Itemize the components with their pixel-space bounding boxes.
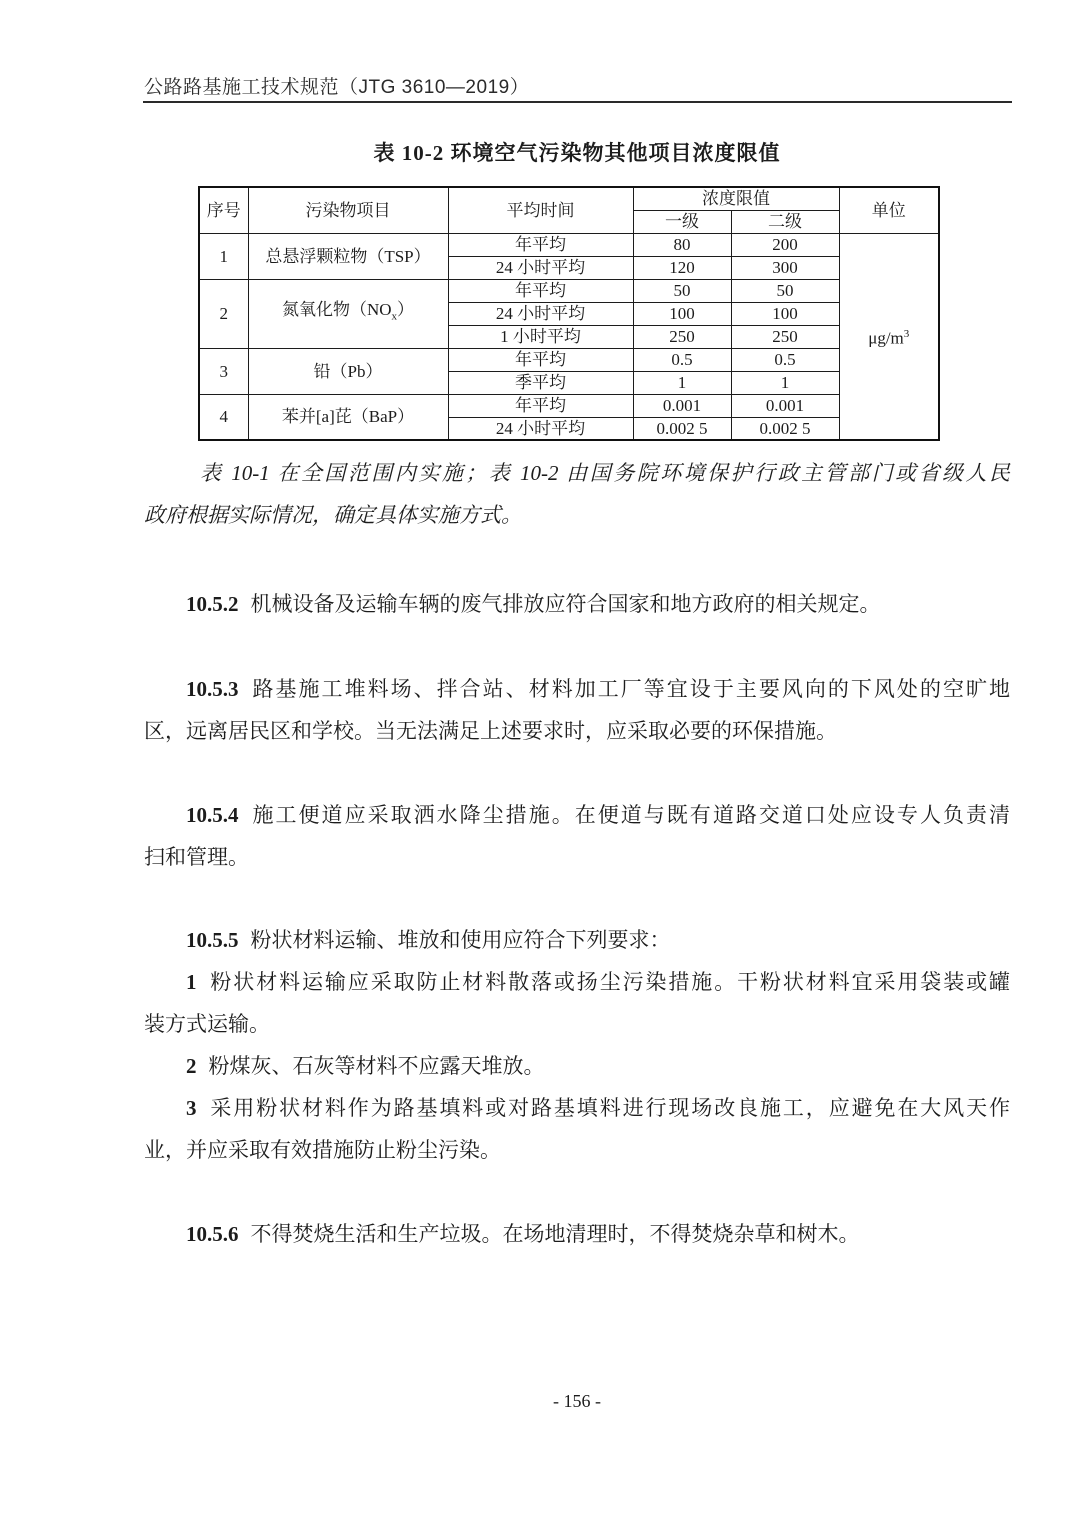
paragraph-line: 10.5.4 施工便道应采取洒水降尘措施。在便道与既有道路交道口处应设专人负责清 [186,803,1010,827]
item-number: 3 [186,1096,197,1120]
cell-level1: 100 [633,302,731,325]
section-number: 10.5.4 [186,803,239,827]
cell-level2: 250 [731,325,839,348]
cell-level1: 250 [633,325,731,348]
paragraph-line: 10.5.2 机械设备及运输车辆的废气排放应符合国家和地方政府的相关规定。 [186,592,881,616]
cell-level1: 1 [633,371,731,394]
cell-level1: 0.001 [633,394,731,417]
note-paragraph [144,452,1010,536]
section-10-5-6 [144,1213,1010,1255]
paragraph-line: 区，远离居民区和学校。当无法满足上述要求时，应采取必要的环保措施。 [144,719,837,743]
section-number: 10.5.2 [186,592,239,616]
cell-level1: 50 [633,279,731,302]
list-item-3 [144,1087,1010,1171]
cell-index: 3 [199,348,248,394]
list-item-2 [144,1045,1010,1087]
unit-superscript: 3 [903,327,910,340]
running-header: 公路路基施工技术规范（JTG 3610—2019） [144,77,530,98]
section-10-5-3 [144,668,1010,752]
cell-unit: $\mu g/m^3$ [839,233,939,440]
table-row [199,394,939,417]
paragraph-line: 业，并应采取有效措施防止粉尘污染。 [144,1138,501,1162]
paragraph-line: 1 粉状材料运输应采取防止材料散落或扬尘污染措施。干粉状材料宜采用袋装或罐 [186,970,1010,994]
paragraph-line: 扫和管理。 [144,845,249,869]
cell-index: 1 [199,233,248,279]
cell-avg-time: 年平均 [448,279,633,302]
list-item-1 [144,961,1010,1045]
cell-avg-time: 年平均 [448,233,633,256]
paragraph-line: 表 10-1 在全国范围内实施；表 10-2 由国务院环境保护行政主管部门或省级人民 [200,461,1010,485]
col-header-avg-time: 平均时间 [448,187,633,233]
section-10-5-2 [144,583,1010,625]
cell-pollutant: 氮氧化物$(NO_x)$ [248,279,448,348]
cell-pollutant: 苯并[a]芘（BaP） [248,394,448,440]
paragraph-line: 政府根据实际情况，确定具体实施方式。 [144,503,522,527]
section-number: 10.5.6 [186,1222,239,1246]
col-header-unit: 单位 [839,187,939,233]
paragraph-line: 10.5.3 路基施工堆料场、拌合站、材料加工厂等宜设于主要风向的下风处的空旷地 [186,677,1010,701]
col-header-limits: 浓度限值 [633,187,839,210]
cell-level1: 80 [633,233,731,256]
paragraph-line: 2 粉煤灰、石灰等材料不应露天堆放。 [186,1054,545,1078]
cell-level2: 200 [731,233,839,256]
cell-level2: 1 [731,371,839,394]
table-title: 表 10-2 环境空气污染物其他项目浓度限值 [373,141,781,165]
cell-level2: 50 [731,279,839,302]
cell-avg-time: 24 小时平均 [448,302,633,325]
section-number: 10.5.5 [186,928,239,952]
cell-index: 4 [199,394,248,440]
paragraph-line: 10.5.6 不得焚烧生活和生产垃圾。在场地清理时，不得焚烧杂草和树木。 [186,1222,860,1246]
col-header-level2: 二级 [731,210,839,233]
cell-level1: 120 [633,256,731,279]
pollutant-subscript: x [391,310,398,323]
cell-level2: 0.001 [731,394,839,417]
limits-table [198,186,940,441]
cell-avg-time: 年平均 [448,348,633,371]
header-rule [143,101,1012,103]
item-number: 2 [186,1054,197,1078]
cell-level1: 0.002 5 [633,417,731,440]
cell-avg-time: 季平均 [448,371,633,394]
cell-level2: 0.002 5 [731,417,839,440]
paragraph-line: 装方式运输。 [144,1012,270,1036]
cell-avg-time: 24 小时平均 [448,256,633,279]
paragraph-line: 3 采用粉状材料作为路基填料或对路基填料进行现场改良施工，应避免在大风天作 [186,1096,1010,1120]
cell-level2: 300 [731,256,839,279]
paragraph-line: 10.5.5 粉状材料运输、堆放和使用应符合下列要求： [186,928,671,952]
page-number: - 156 - [553,1391,601,1411]
section-number: 10.5.3 [186,677,239,701]
cell-avg-time: 年平均 [448,394,633,417]
col-header-index: 序号 [199,187,248,233]
col-header-pollutant: 污染物项目 [248,187,448,233]
cell-level2: 0.5 [731,348,839,371]
table-row [199,348,939,371]
item-number: 1 [186,970,197,994]
cell-pollutant: 总悬浮颗粒物（TSP） [248,233,448,279]
table-row [199,279,939,302]
cell-pollutant: 铅（Pb） [248,348,448,394]
cell-level2: 100 [731,302,839,325]
cell-avg-time: 24 小时平均 [448,417,633,440]
table-row [199,233,939,256]
section-10-5-5 [144,919,1010,961]
cell-level1: 0.5 [633,348,731,371]
section-10-5-4 [144,794,1010,878]
cell-index: 2 [199,279,248,348]
cell-avg-time: 1 小时平均 [448,325,633,348]
col-header-level1: 一级 [633,210,731,233]
